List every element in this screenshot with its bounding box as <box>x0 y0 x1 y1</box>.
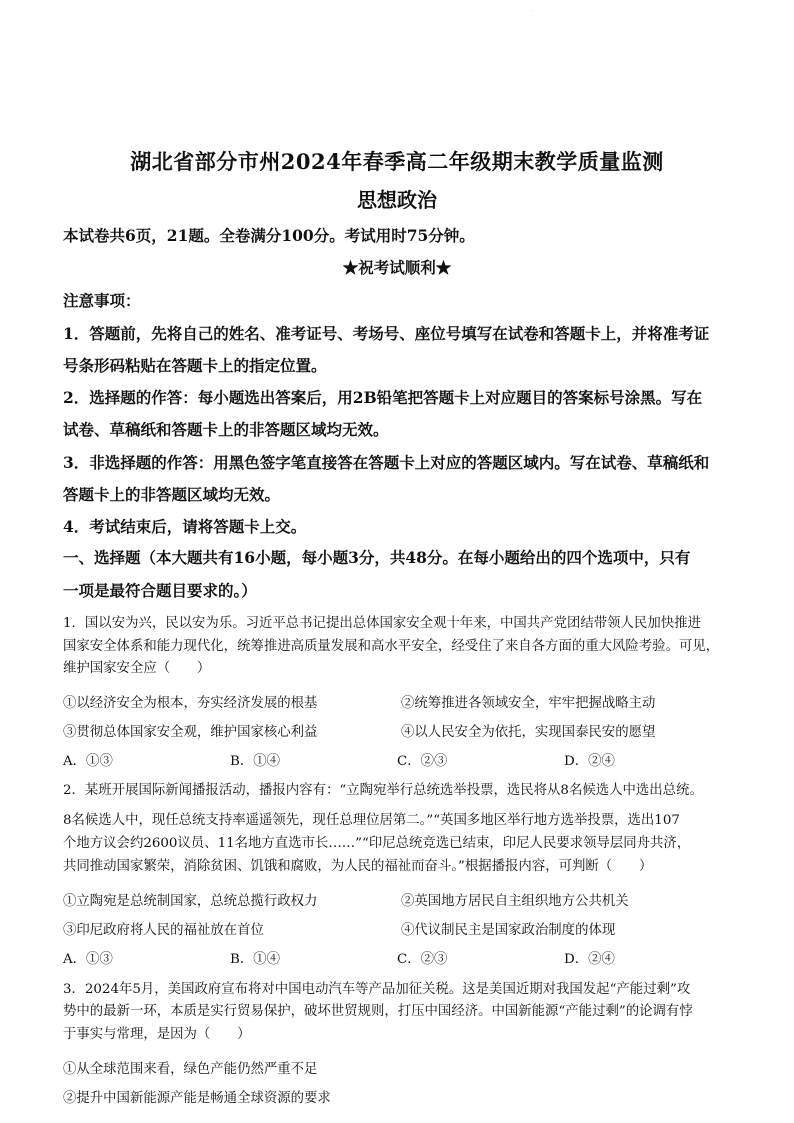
q2-stem-line: 共同推动国家繁荣，消除贫困、饥饿和腐败，为人民的福祉而奋斗。”根据播报内容，可判断（ ） <box>63 859 653 874</box>
q2-statement: ④代议制民主是国家政治制度的体现 <box>401 923 616 938</box>
q1-option-a: A．①③ <box>63 754 113 769</box>
q2-statements-row <box>63 919 743 939</box>
q2-stem-line: 2．某班开展国际新闻播报活动，播报内容有：“立陶宛举行总统选举投票，选民将从8名候选人中选出总统。 <box>63 783 703 798</box>
notes-line: 3．非选择题的作答：用黑色签字笔直接答在答题卡上对应的答题区域内。写在试卷、草稿纸和 <box>63 453 710 472</box>
exam-wish: ★祝考试顺利★ <box>342 258 452 277</box>
q2-statement: ③印尼政府将人民的福祉放在首位 <box>63 923 264 938</box>
q2-stem-line: 个地方议会约2600议员、11名地方直选市长……”“印尼总统竞选已结束，印尼人民要求领导层同舟共济， <box>63 836 691 851</box>
q2-options-row <box>63 948 743 968</box>
q3-stem-line: 3．2024年5月，美国政府宣布将对中国电动汽车等产品加征关税。这是美国近期对我国发起“产能过剩”攻 <box>63 982 691 997</box>
section-heading: 一、选择题（本大题共有16小题，每小题3分，共48分。在每小题给出的四个选项中，只有 <box>63 548 691 567</box>
q1-statement: ①以经济安全为根本，夯实经济发展的根基 <box>63 696 318 711</box>
q2-statement: ①立陶宛是总统制国家，总统总揽行政权力 <box>63 894 318 909</box>
q1-options-row <box>63 750 743 770</box>
q2-statements-row <box>63 890 743 910</box>
notes-line: 号条形码粘贴在答题卡上的指定位置。 <box>63 356 327 375</box>
q2-option-d: D．②④ <box>564 952 615 967</box>
q1-option-d: D．②④ <box>564 754 615 769</box>
q1-statements-row <box>63 692 743 712</box>
exam-subject: 思想政治 <box>357 188 437 212</box>
notes-line: 2．选择题的作答：每小题选出答案后，用2B铅笔把答题卡上对应题目的答案标号涂黑。写在 <box>63 388 703 407</box>
notes-heading: 注意事项： <box>63 291 141 310</box>
exam-info: 本试卷共6页，21题。全卷满分100分。考试用时75分钟。 <box>63 226 475 245</box>
q1-statement: ③贯彻总体国家安全观，维护国家核心利益 <box>63 725 318 740</box>
q3-stem-line: 于事实与常理，是因为（ ） <box>63 1027 251 1042</box>
q1-statement: ②统筹推进各领域安全，牢牢把握战略主动 <box>401 696 656 711</box>
q1-option-b: B．①④ <box>230 754 281 769</box>
section-heading-cont: 一项是最符合题目要求的。） <box>63 581 257 600</box>
q3-statement: ②提升中国新能源产能是畅通全球资源的要求 <box>63 1091 331 1106</box>
q2-option-a: A．①③ <box>63 952 113 967</box>
notes-line: 答题卡上的非答题区域均无效。 <box>63 485 281 504</box>
notes-line: 1．答题前，先将自己的姓名、准考证号、考场号、座位号填写在试卷和答题卡上，并将准考证 <box>63 324 710 343</box>
notes-line: 试卷、草稿纸和答题卡上的非答题区域均无效。 <box>63 420 389 439</box>
q2-stem-line: 8名候选人中，现任总统支持率遥遥领先，现任总理位居第二。”“英国多地区举行地方选举投票，选出107 <box>63 813 680 828</box>
exam-title: 湖北省部分市州2024年春季高二年级期末教学质量监测 <box>130 149 664 174</box>
q2-option-c: C．②③ <box>397 952 448 967</box>
q1-statements-row <box>63 721 743 741</box>
q3-stem-line: 势中的最新一环，本质是实行贸易保护，破坏世贸规则，打压中国经济。中国新能源“产能过剩”的论调有悖 <box>63 1004 693 1019</box>
q3-statement: ①从全球范围来看，绿色产能仍然严重不足 <box>63 1062 318 1077</box>
q1-option-c: C．②③ <box>397 754 448 769</box>
scan-mark: · <box>530 8 532 14</box>
q2-option-b: B．①④ <box>230 952 281 967</box>
q1-stem-line: 维护国家安全应（ ） <box>63 661 211 676</box>
q1-stem-line: 国家安全体系和能力现代化，统筹推进高质量发展和高水平安全，经受住了来自各方面的重大风险考验。可见， <box>63 639 720 654</box>
notes-line: 4．考试结束后，请将答题卡上交。 <box>63 517 307 536</box>
q1-statement: ④以人民安全为依托，实现国泰民安的愿望 <box>401 725 656 740</box>
q1-stem-line: 1．国以安为兴，民以安为乐。习近平总书记提出总体国家安全观十年来，中国共产党团结带领人民加快推进 <box>63 616 701 631</box>
q2-statement: ②英国地方居民自主组织地方公共机关 <box>401 894 629 909</box>
